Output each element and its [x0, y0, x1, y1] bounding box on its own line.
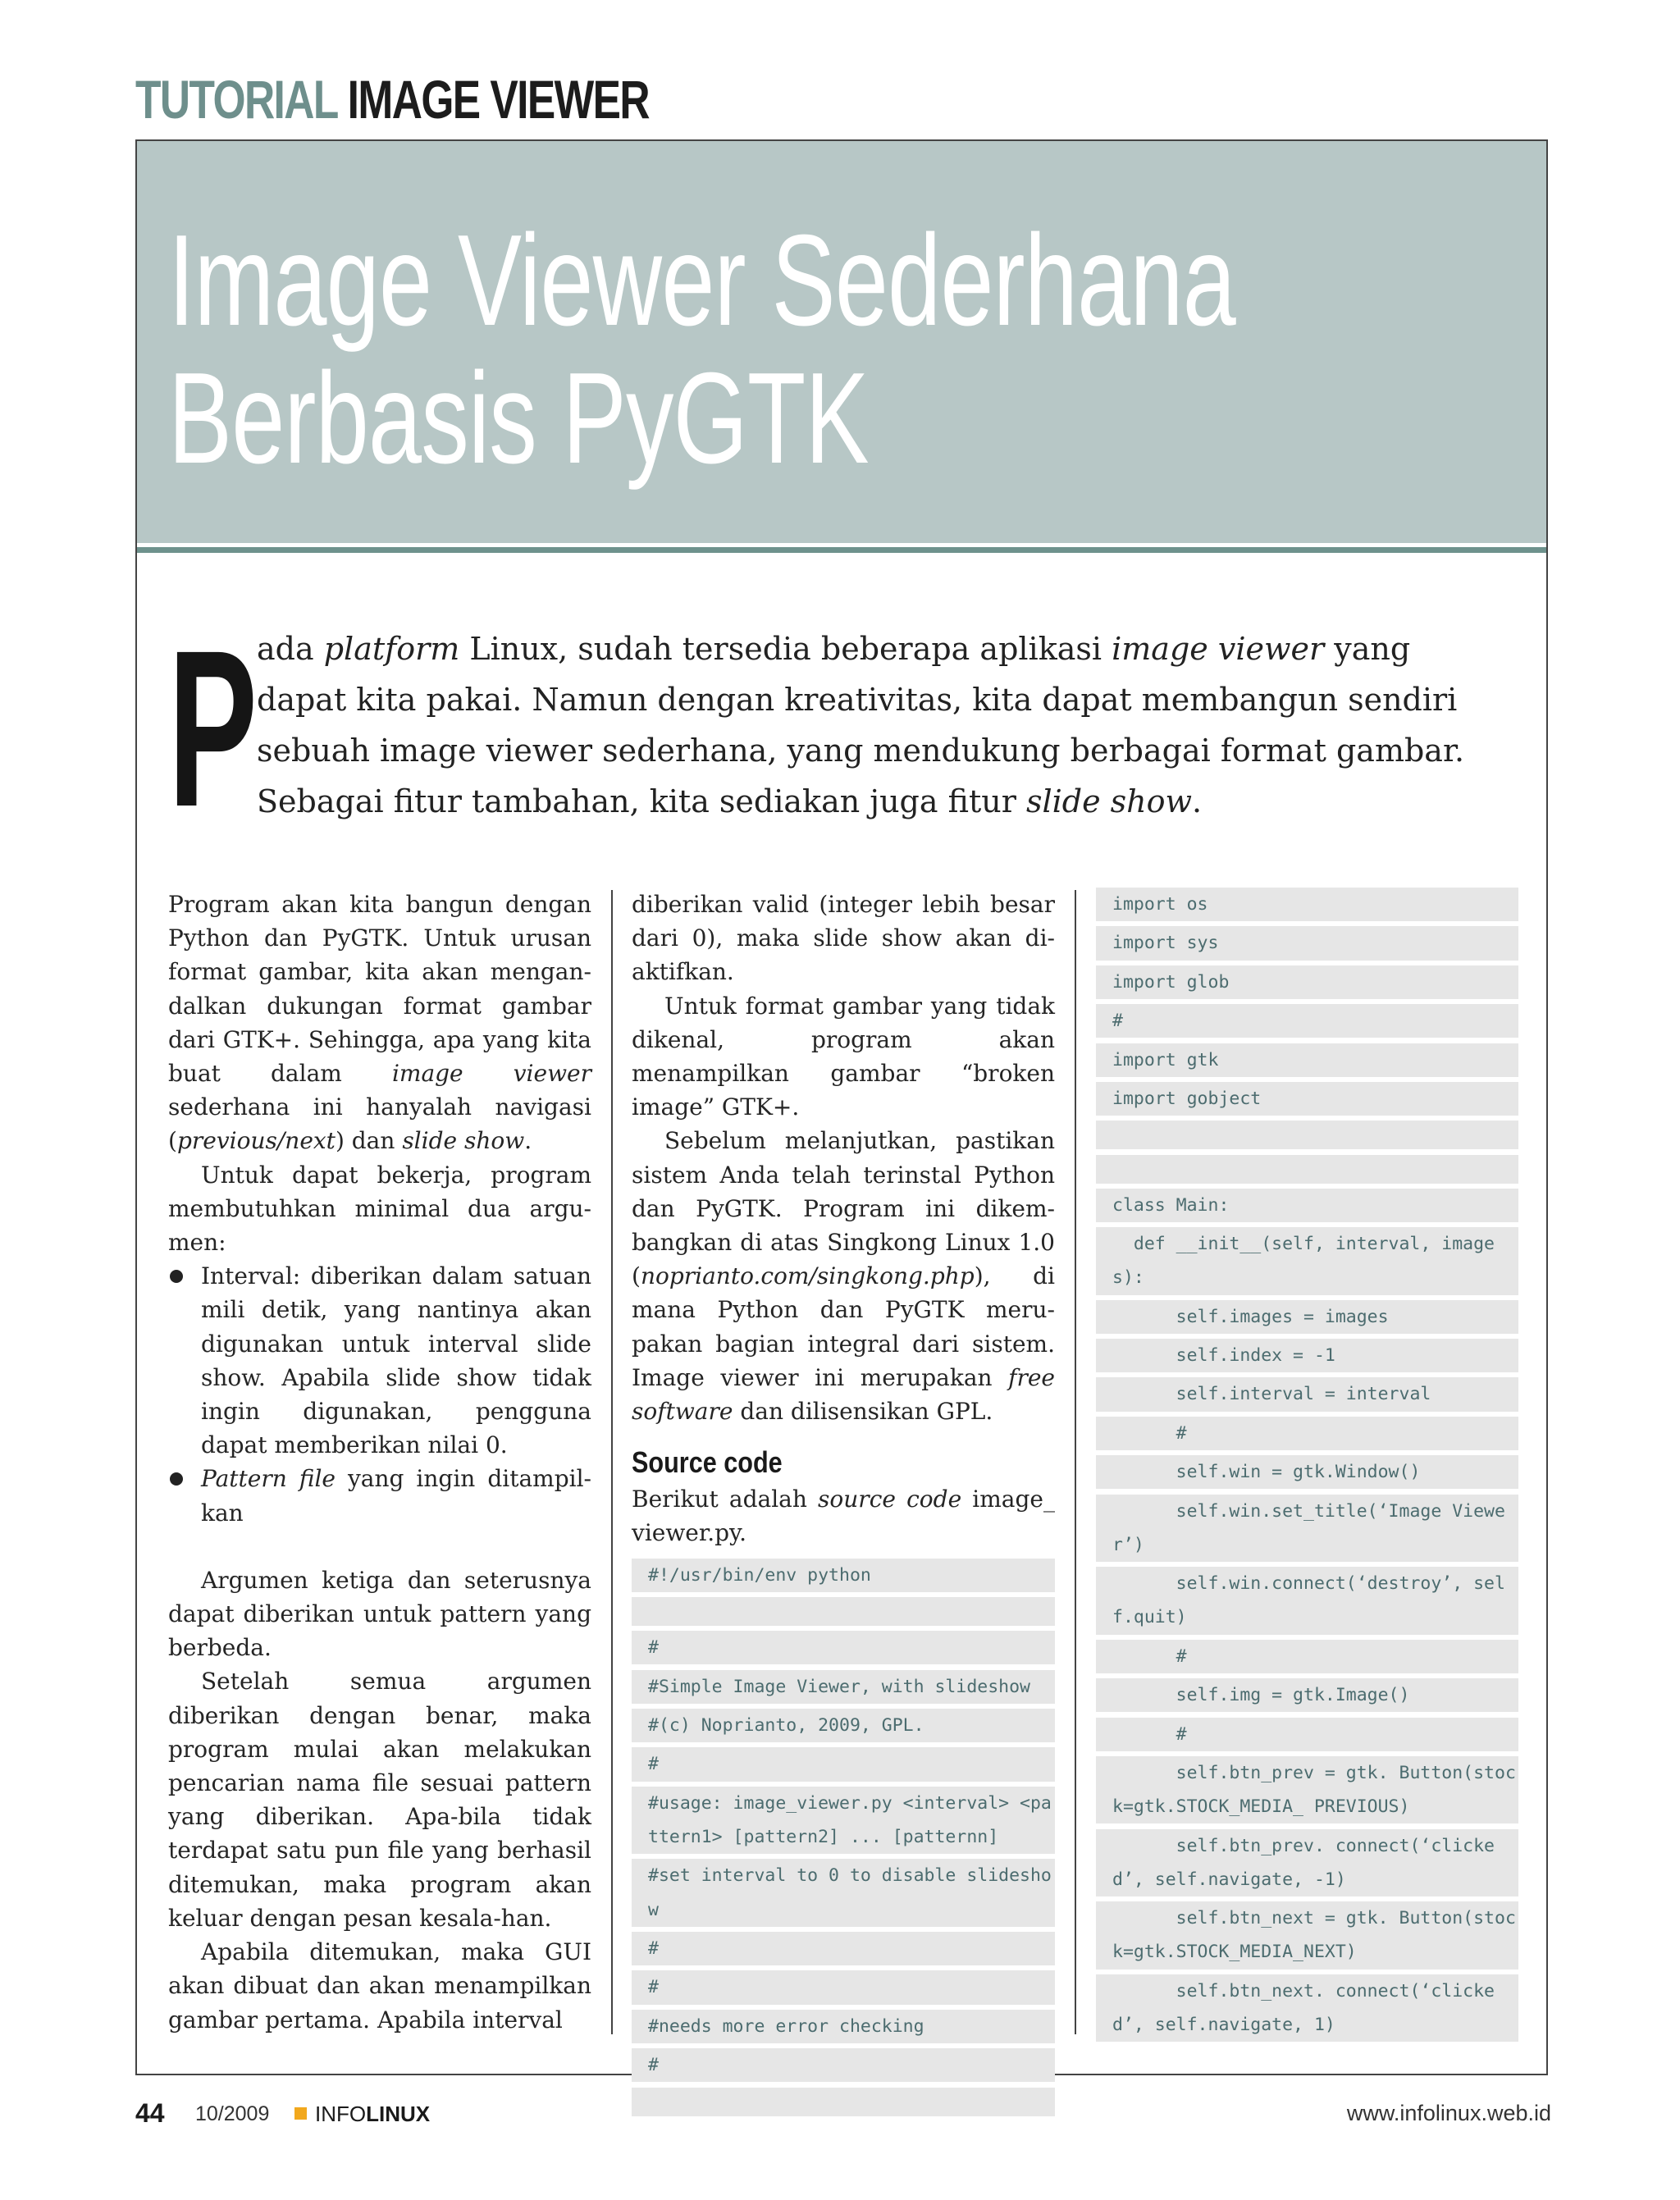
- code-line: [632, 1597, 1055, 1626]
- section-label: [135, 69, 650, 130]
- column-divider-2: [1075, 890, 1076, 2034]
- code-line: #Simple Image Viewer, with slideshow: [632, 1670, 1055, 1704]
- section-heading: Source code: [632, 1445, 783, 1480]
- code-line: #!/usr/bin/env python: [632, 1559, 1055, 1592]
- code-line: self.images = images: [1096, 1300, 1518, 1334]
- body-paragraph: [632, 1482, 1055, 1550]
- body-text: sederhana ini hanyalah navigasi (: [168, 1093, 591, 1155]
- code-line: #: [1096, 1417, 1518, 1450]
- section-topic: IMAGE VIEWER: [347, 69, 650, 130]
- body-emphasis: noprianto.com/singkong.php: [640, 1262, 975, 1290]
- code-line: #: [1096, 1004, 1518, 1038]
- code-line: self.btn_next. connect(‘clicked’, self.navigate, 1): [1096, 1974, 1518, 2042]
- code-line: import gtk: [1096, 1043, 1518, 1077]
- code-line: class Main:: [1096, 1189, 1518, 1222]
- body-text: yang ingin ditampil-kan: [201, 1465, 591, 1527]
- body-text: ), di mana Python dan PyGTK meru-pakan bagian integral dari sistem. Image viewer ini merupakan: [632, 1262, 1055, 1391]
- code-line: [1096, 1155, 1518, 1184]
- intro-emphasis: slide show: [1025, 783, 1193, 819]
- body-emphasis: free software: [632, 1363, 1055, 1426]
- body-paragraph: Untuk format gambar yang tidak dikenal, program akan menampilkan gambar “broken image” GTK+.: [632, 992, 1055, 1121]
- code-line: import os: [1096, 888, 1518, 921]
- publication-name: [315, 2102, 430, 2127]
- column-1: [168, 888, 591, 2037]
- issue-date: 10/2009: [195, 2102, 270, 2125]
- code-line: import glob: [1096, 965, 1518, 999]
- intro-emphasis: platform: [323, 631, 460, 667]
- code-line: #usage: image_viewer.py <interval> <pattern1> [pattern2] ... [patternn]: [632, 1787, 1055, 1854]
- intro-emphasis: image viewer: [1112, 631, 1325, 667]
- body-emphasis: Pattern file: [201, 1465, 336, 1493]
- drop-cap: P: [168, 604, 258, 853]
- code-line: #: [632, 1932, 1055, 1965]
- code-line: self.img = gtk.Image(): [1096, 1678, 1518, 1712]
- code-line: self.interval = interval: [1096, 1377, 1518, 1411]
- body-paragraph: Apabila ditemukan, maka GUI akan dibuat dan akan menampilkan gambar pertama. Apabila interval: [168, 1938, 591, 2033]
- section-name: TUTORIAL: [135, 69, 337, 130]
- body-emphasis: source code: [818, 1486, 962, 1513]
- code-line: #(c) Noprianto, 2009, GPL.: [632, 1709, 1055, 1742]
- code-line: self.btn_prev. connect(‘clicked’, self.navigate, -1): [1096, 1829, 1518, 1896]
- code-line: #: [632, 1631, 1055, 1664]
- list-item: Interval: diberikan dalam satuan mili detik, yang nantinya akan digunakan untuk interval slide show. Apabila slide show tidak ingin digunakan, pengguna dapat memberikan nilai 0.: [168, 1259, 591, 1462]
- code-line: self.win.connect(‘destroy’, self.quit): [1096, 1567, 1518, 1634]
- code-line: import gobject: [1096, 1082, 1518, 1116]
- body-paragraph: diberikan valid (integer lebih besar dari 0), maka slide show akan di-aktifkan.: [632, 891, 1055, 986]
- code-line: #: [632, 2048, 1055, 2082]
- code-line: #set interval to 0 to disable slideshow: [632, 1859, 1055, 1926]
- body-emphasis: slide show: [402, 1127, 525, 1155]
- code-line: self.win.set_title(‘Image Viewer’): [1096, 1495, 1518, 1562]
- code-block: [1096, 888, 1518, 2042]
- column-2: [632, 888, 1055, 2121]
- body-paragraph: Setelah semua argumen diberikan dengan benar, maka program mulai akan melakukan pencarian nama file sesuai pattern yang diberikan. Apa-bila tidak terdapat satu pun file yang berhasil ditemukan, maka program akan keluar dengan pesan kesala-han.: [168, 1668, 591, 1932]
- code-line: self.btn_next = gtk. Button(stock=gtk.STOCK_MEDIA_NEXT): [1096, 1901, 1518, 1969]
- code-line: #: [1096, 1640, 1518, 1673]
- body-paragraph: Argumen ketiga dan seterusnya dapat diberikan untuk pattern yang berbeda.: [168, 1566, 591, 1662]
- body-text: ) dan: [335, 1127, 403, 1155]
- code-line: self.index = -1: [1096, 1339, 1518, 1372]
- code-line: self.win = gtk.Window(): [1096, 1455, 1518, 1489]
- column-divider-1: [611, 890, 613, 2034]
- code-line: #needs more error checking: [632, 2010, 1055, 2043]
- banner-rule: [137, 547, 1546, 553]
- code-line: self.btn_prev = gtk. Button(stock=gtk.STOCK_MEDIA_ PREVIOUS): [1096, 1756, 1518, 1823]
- list-item: [168, 1462, 591, 1529]
- body-emphasis: previous/next: [176, 1127, 336, 1155]
- intro-text: Linux, sudah tersedia beberapa aplikasi: [459, 631, 1112, 667]
- publication-name-part: LINUX: [366, 2102, 431, 2126]
- intro-text: yang dapat kita pakai. Namun dengan kreativitas, kita dapat membangun sendiri sebuah image viewer sederhana, yang mendukung berbagai format gambar. Sebagai fitur tambahan, kita sediakan juga fitur: [257, 631, 1465, 819]
- article-title: [168, 208, 1236, 491]
- argument-list: [168, 1259, 591, 1530]
- body-paragraph: [632, 1124, 1055, 1428]
- intro-text: ada: [257, 631, 324, 667]
- publication-name-part: INFO: [315, 2102, 367, 2126]
- body-paragraph: Untuk dapat bekerja, program membutuhkan minimal dua argu-men:: [168, 1161, 591, 1257]
- body-text: Berikut adalah: [632, 1486, 819, 1513]
- website-url: www.infolinux.web.id: [1346, 2101, 1551, 2125]
- body-text: image_ viewer.py.: [632, 1486, 1055, 1547]
- body-text: Program akan kita bangun dengan Python dan PyGTK. Untuk urusan format gambar, kita akan mengan-dalkan dukungan format gambar dari GTK+. Sehingga, apa yang kita buat dalam: [168, 891, 591, 1088]
- code-line: [632, 2088, 1055, 2116]
- code-line: #: [632, 1747, 1055, 1781]
- title-line-2: Berbasis PyGTK: [168, 346, 869, 491]
- page-number: 44: [135, 2098, 165, 2128]
- code-line: #: [632, 1970, 1055, 2004]
- code-line: import sys: [1096, 926, 1518, 960]
- column-3: [1096, 888, 1518, 2047]
- body-text: .: [524, 1127, 532, 1155]
- body-text: dan dilisensikan GPL.: [733, 1398, 993, 1426]
- body-text: Sebelum melanjutkan, pastikan sistem Anda telah terinstal Python dan PyGTK. Program ini dikem-bangkan di atas Singkong Linux 1.0 (: [632, 1127, 1055, 1290]
- title-line-1: Image Viewer Sederhana: [168, 208, 1236, 353]
- body-emphasis: image viewer: [391, 1060, 591, 1088]
- square-icon: [294, 2107, 307, 2120]
- body-paragraph: [168, 888, 591, 1158]
- code-block: [632, 1559, 1055, 2116]
- intro-paragraph: [257, 623, 1487, 827]
- code-line: #: [1096, 1718, 1518, 1751]
- code-line: def __init__(self, interval, images):: [1096, 1227, 1518, 1294]
- code-line: [1096, 1121, 1518, 1149]
- intro-text: .: [1192, 783, 1203, 819]
